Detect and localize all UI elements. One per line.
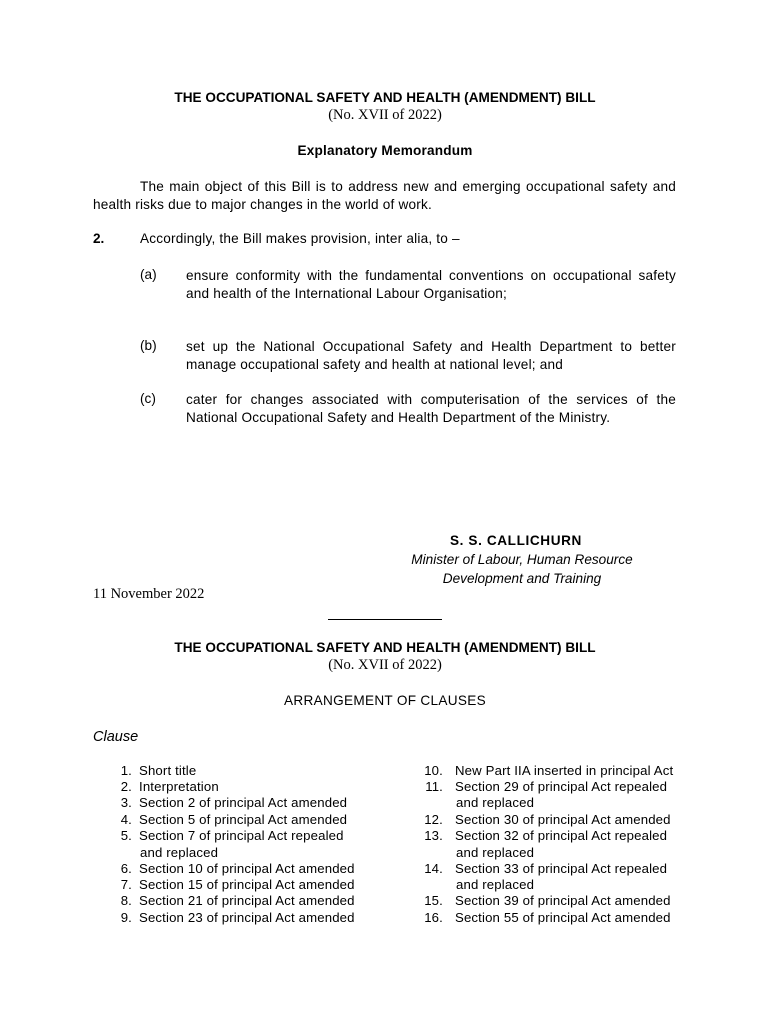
section-divider <box>328 619 442 620</box>
clause-text: Section 39 of principal Act amended <box>455 893 671 908</box>
clause-text-continuation: and replaced <box>456 795 535 810</box>
clause-number: 2. <box>120 779 132 794</box>
memo-paragraph-2-number: 2. <box>93 231 105 246</box>
clause-number: 16. <box>424 910 443 925</box>
memo-item-b-label: (b) <box>140 338 157 353</box>
memo-heading: Explanatory Memorandum <box>297 143 473 158</box>
clause-number: 9. <box>120 910 132 925</box>
clause-text-continuation: and replaced <box>140 845 219 860</box>
clause-text: Section 2 of principal Act amended <box>139 795 348 810</box>
clause-text: Section 15 of principal Act amended <box>139 877 355 892</box>
clause-text: Interpretation <box>139 779 219 794</box>
arrangement-heading: ARRANGEMENT OF CLAUSES <box>284 693 486 708</box>
memo-item-a-text: ensure conformity with the fundamental conventions on occupational safety and health of the International Labour Organisation; <box>186 268 676 301</box>
clause-text-continuation: and replaced <box>456 845 535 860</box>
clause-number: 14. <box>424 861 443 876</box>
clause-text: Section 55 of principal Act amended <box>455 910 671 925</box>
clause-number: 8. <box>120 893 132 908</box>
clause-text: Section 30 of principal Act amended <box>455 812 671 827</box>
clause-number: 1. <box>120 763 132 778</box>
memo-paragraph-2-text: Accordingly, the Bill makes provision, inter alia, to – <box>140 231 460 246</box>
clause-number: 7. <box>120 877 132 892</box>
signatory-role-line-2: Development and Training <box>442 571 602 586</box>
clause-text: Section 7 of principal Act repealed <box>139 828 344 843</box>
memo-item-a-label: (a) <box>140 267 157 282</box>
clause-number: 3. <box>120 795 132 810</box>
clause-text-continuation: and replaced <box>456 877 535 892</box>
clause-number: 10. <box>424 763 443 778</box>
clause-text: Section 29 of principal Act repealed <box>455 779 668 794</box>
memo-item-b-text: set up the National Occupational Safety and Health Department to better manage occupational safety and health at national level; and <box>186 339 676 372</box>
memo-paragraph-1: The main object of this Bill is to address new and emerging occupational safety and health risks due to major changes in the world of work. <box>93 179 676 212</box>
memo-date: 11 November 2022 <box>93 586 205 602</box>
clause-label: Clause <box>93 729 139 745</box>
signatory-name: S. S. CALLICHURN <box>450 533 582 548</box>
clause-number: 11. <box>425 779 443 794</box>
clause-number: 15. <box>424 893 443 908</box>
clause-number: 6. <box>120 861 132 876</box>
memo-item-c-text: cater for changes associated with computerisation of the services of the National Occupational Safety and Health Department of the Ministry. <box>186 392 676 425</box>
clause-text: Short title <box>139 763 197 778</box>
clause-text: Section 23 of principal Act amended <box>139 910 355 925</box>
memo-item-c-label: (c) <box>140 391 156 406</box>
signatory-role-line-1: Minister of Labour, Human Resource <box>411 552 633 567</box>
memo-title: THE OCCUPATIONAL SAFETY AND HEALTH (AMENDMENT) BILL <box>174 90 596 105</box>
clause-number: 5. <box>120 828 132 843</box>
clause-text: Section 33 of principal Act repealed <box>455 861 668 876</box>
arrangement-title: THE OCCUPATIONAL SAFETY AND HEALTH (AMENDMENT) BILL <box>174 640 596 655</box>
clause-number: 4. <box>120 812 132 827</box>
clause-number: 12. <box>424 812 443 827</box>
clause-text: Section 32 of principal Act repealed <box>455 828 668 843</box>
memo-bill-number: (No. XVII of 2022) <box>328 107 442 123</box>
clause-text: Section 21 of principal Act amended <box>139 893 355 908</box>
clause-text: New Part IIA inserted in principal Act <box>455 763 674 778</box>
clause-text: Section 10 of principal Act amended <box>139 861 355 876</box>
arrangement-bill-number: (No. XVII of 2022) <box>328 657 442 673</box>
clause-number: 13. <box>424 828 443 843</box>
clause-text: Section 5 of principal Act amended <box>139 812 348 827</box>
